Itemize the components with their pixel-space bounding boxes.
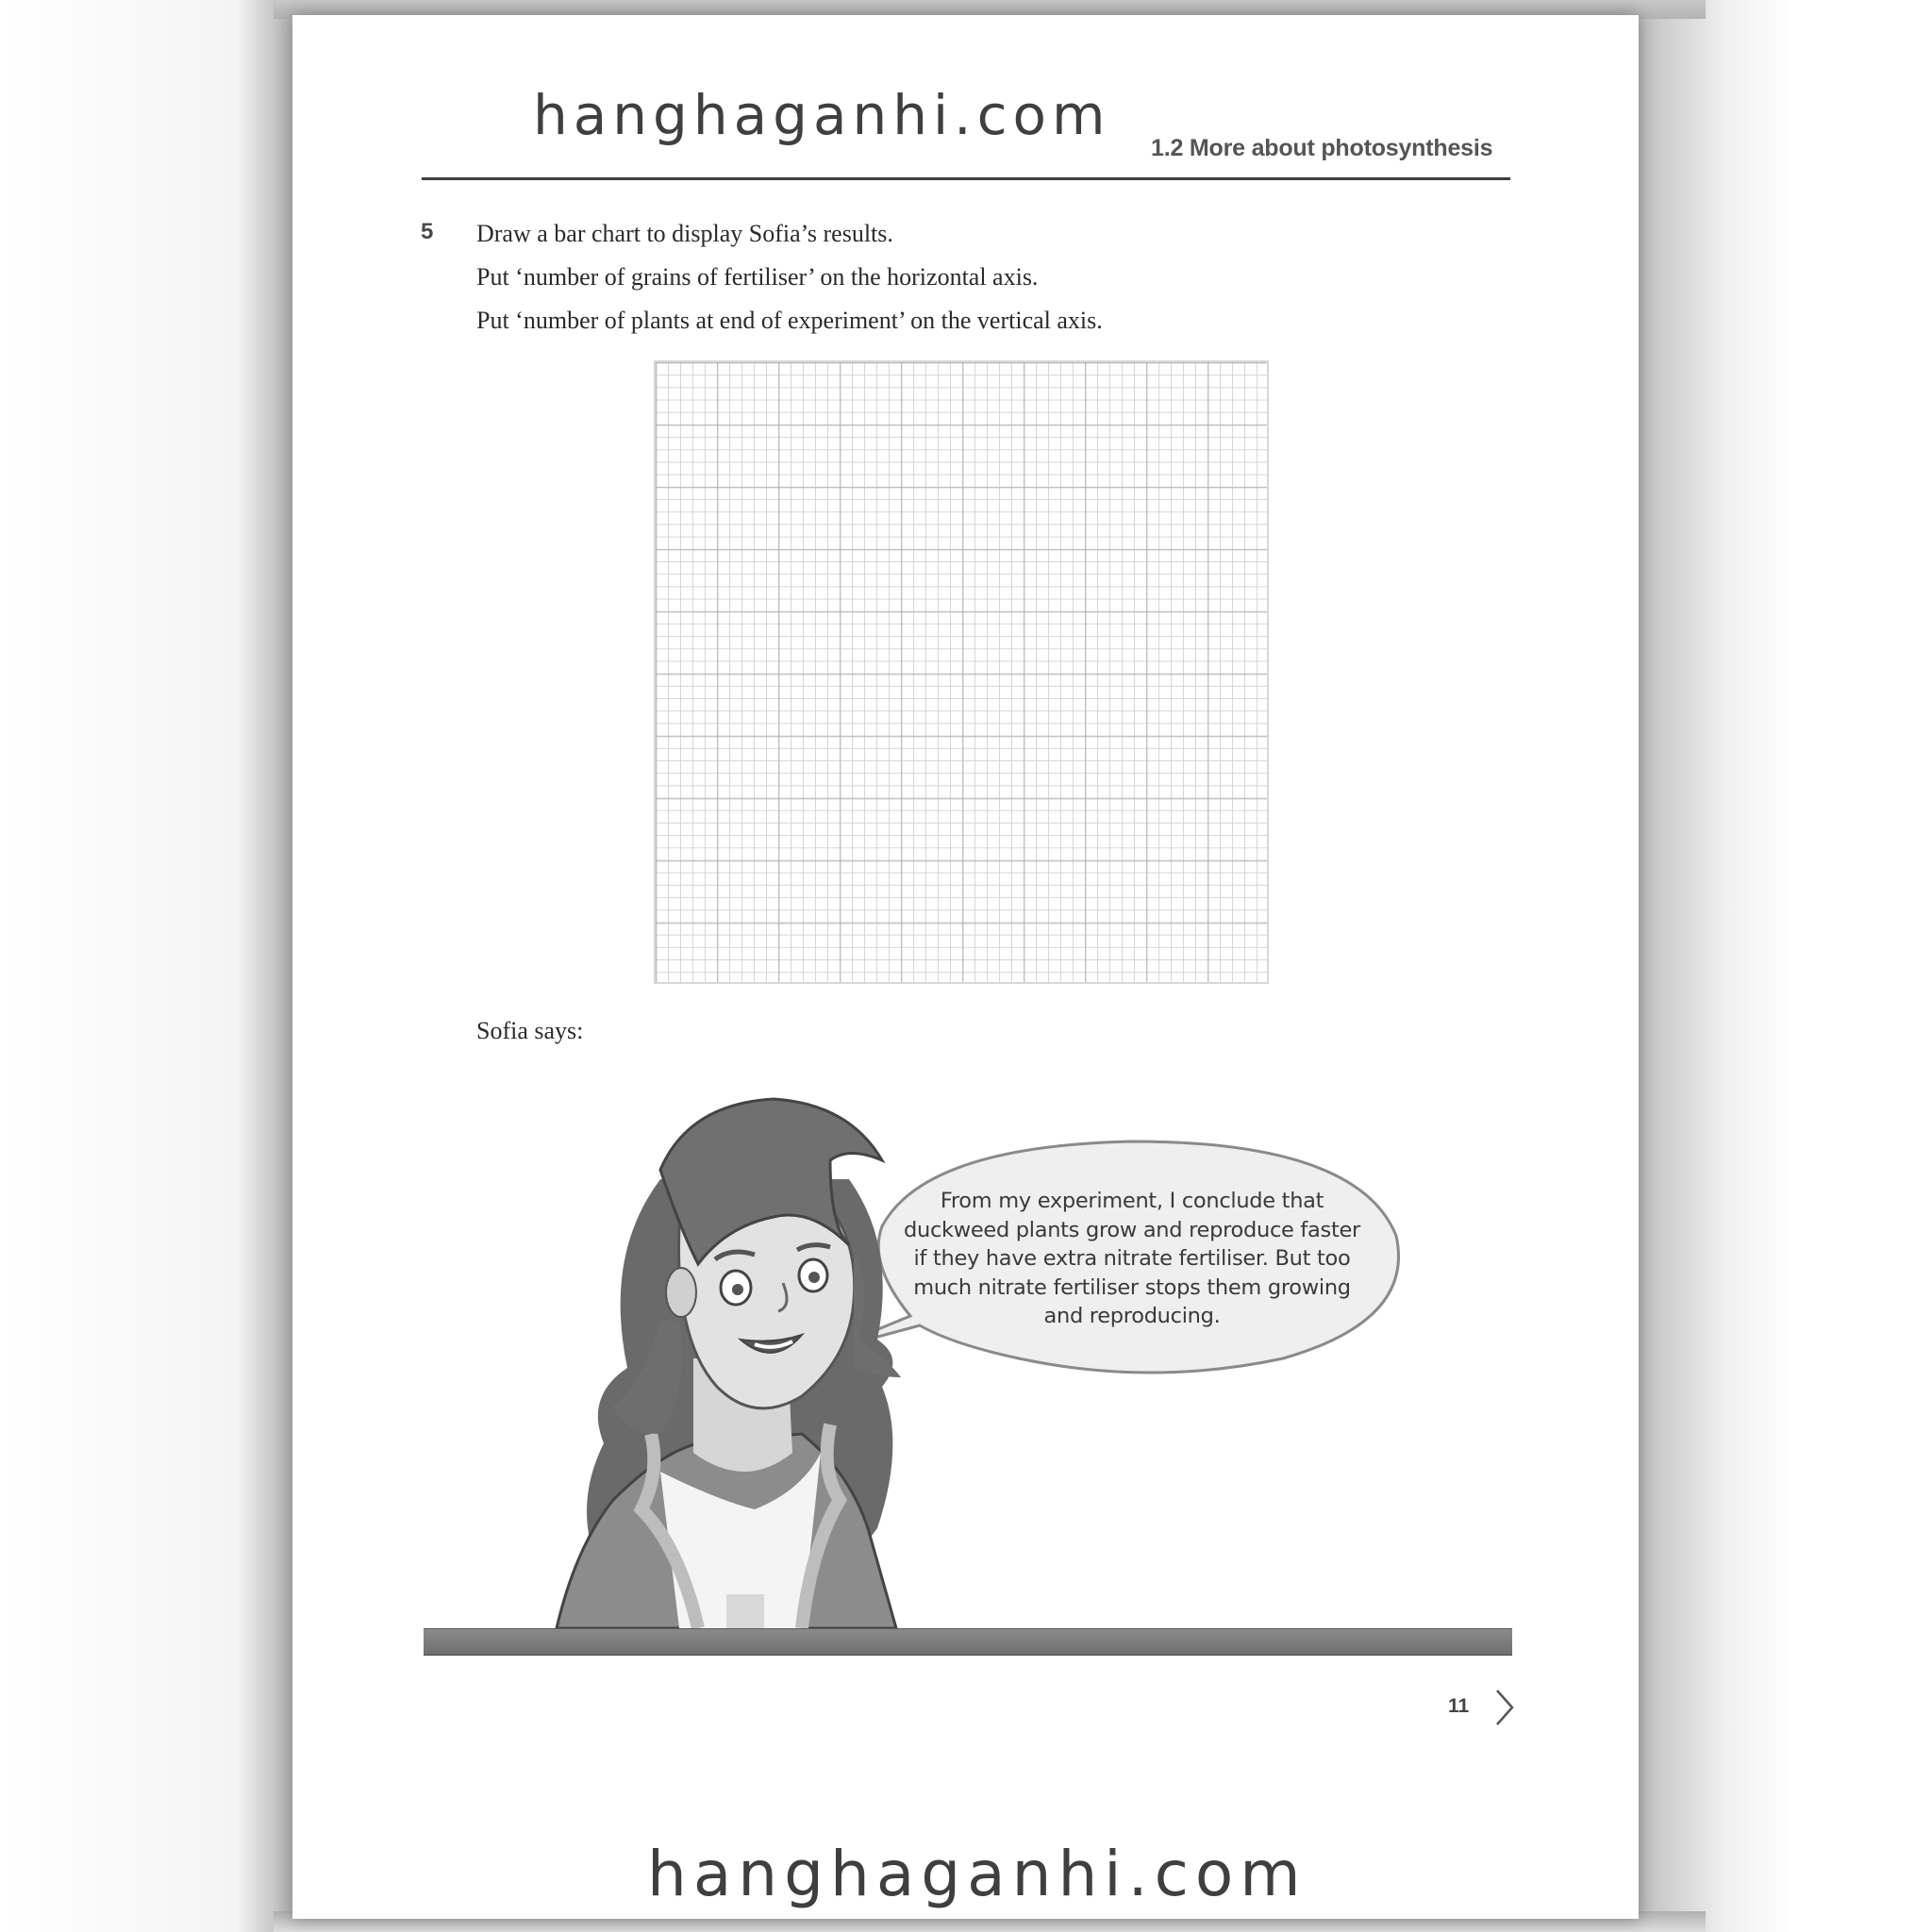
speech-line: From my experiment, I conclude that	[940, 1189, 1324, 1213]
watermark-top: hanghaganhi.com	[533, 83, 1111, 147]
sofia-says-label: Sofia says:	[476, 1017, 584, 1044]
speech-bubble-text	[887, 1187, 1377, 1331]
speech-line: and reproducing.	[1043, 1304, 1221, 1328]
speech-line: duckweed plants grow and reproduce faster	[904, 1217, 1360, 1242]
chevron-right-icon[interactable]	[1494, 1689, 1515, 1726]
question-instruction-3: Put ‘number of plants at end of experiment’ on the vertical axis.	[476, 307, 1103, 334]
speech-line: much nitrate fertiliser stops them growing	[913, 1274, 1351, 1300]
speech-line: if they have extra nitrate fertiliser. But too	[913, 1246, 1351, 1271]
section-title: 1.2 More about photosynthesis	[1151, 135, 1493, 161]
question-instruction-1: Draw a bar chart to display Sofia’s results.	[476, 220, 893, 247]
desk-bar	[424, 1628, 1512, 1656]
header-divider	[422, 177, 1510, 180]
page-number: 11	[1448, 1695, 1470, 1717]
question-number: 5	[421, 219, 434, 244]
watermark-bottom: hanghaganhi.com	[647, 1838, 1307, 1910]
sofia-illustration	[491, 1085, 1528, 1641]
graph-paper-grid[interactable]	[654, 360, 1269, 984]
character-sofia	[557, 1099, 901, 1628]
question-instruction-2: Put ‘number of grains of fertiliser’ on the horizontal axis.	[476, 263, 1039, 291]
